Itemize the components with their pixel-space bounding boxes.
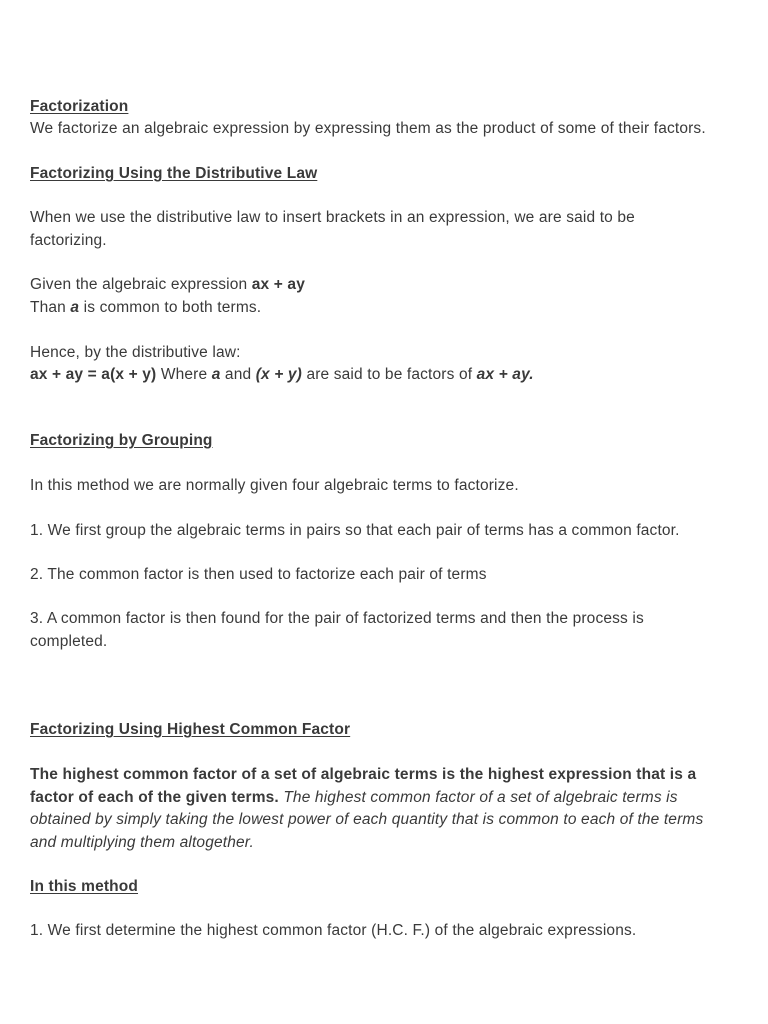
hence-line: Hence, by the distributive law: (30, 344, 241, 361)
hcf-bold-line-2: factor of each of the given terms. (30, 789, 279, 806)
heading-hcf: Factorizing Using Highest Common Factor (30, 721, 351, 738)
factors-of-expression: ax + ay. (476, 366, 534, 383)
hcf-italic-line-2: obtained by simply taking the lowest power of each quantity that is common to each of the terms (30, 811, 704, 828)
heading-in-this-method: In this method (30, 878, 139, 895)
where-variable: a (211, 366, 221, 383)
grouping-step-2: 2. The common factor is then used to factorize each pair of terms (30, 566, 487, 583)
where-text: Where (156, 366, 212, 383)
heading-factorization: Factorization (30, 98, 129, 115)
grouping-step-1: 1. We first group the algebraic terms in pairs so that each pair of terms has a common factor. (30, 522, 680, 539)
than-rest-text: is common to both terms. (79, 299, 262, 316)
hcf-italic-part-1: The highest common factor of a set of algebraic terms is (278, 789, 678, 806)
factors-text: are said to be factors of (301, 366, 477, 383)
grouping-step-3-line-2: completed. (30, 633, 108, 650)
given-text: Given the algebraic expression (30, 276, 252, 293)
heading-distributive-law: Factorizing Using the Distributive Law (30, 165, 318, 182)
law-expression: ax + ay = a(x + y) (30, 366, 157, 383)
than-text: Than (30, 299, 71, 316)
common-variable: a (70, 299, 80, 316)
hcf-definition-line-2 (30, 787, 744, 809)
and-text: and (220, 366, 256, 383)
given-expression-line (30, 274, 744, 296)
grouping-intro: In this method we are normally given four algebraic terms to factorize. (30, 477, 519, 494)
hcf-definition-line-1 (30, 764, 744, 786)
paragraph-distributive-line-1: When we use the distributive law to insert brackets in an expression, we are said to be (30, 209, 635, 226)
factor-expression: (x + y) (255, 366, 302, 383)
hcf-definition-line-3 (30, 809, 744, 831)
hcf-italic-line-3: and multiplying them altogether. (30, 834, 254, 851)
given-expression: ax + ay (251, 276, 305, 293)
paragraph-factorization: We factorize an algebraic expression by expressing them as the product of some of their factors. (30, 120, 706, 137)
hcf-method-step-1: 1. We first determine the highest common factor (H.C. F.) of the algebraic expressions. (30, 922, 637, 939)
hcf-definition-line-4 (30, 832, 744, 854)
paragraph-distributive-line-2: factorizing. (30, 232, 107, 249)
grouping-step-3-line-1: 3. A common factor is then found for the pair of factorized terms and then the process is (30, 610, 644, 627)
hcf-bold-line-1: The highest common factor of a set of algebraic terms is the highest expression that is a (30, 766, 697, 783)
heading-grouping: Factorizing by Grouping (30, 432, 213, 449)
distributive-law-line (30, 364, 744, 386)
common-term-line (30, 297, 744, 319)
